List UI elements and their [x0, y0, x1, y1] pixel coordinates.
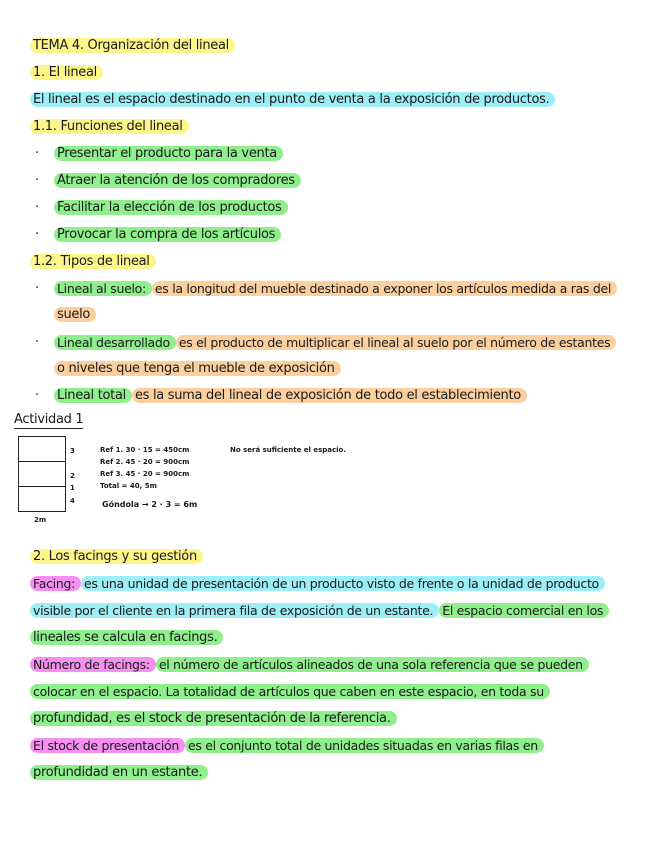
facing-def-cont: lineales se calcula en facings.: [30, 628, 223, 648]
tipo-lineal-desarrollado: Lineal desarrollado es el producto de multiplicar el lineal al suelo por el número de estantes: [54, 333, 616, 353]
bullet: ·: [35, 281, 40, 296]
facing-def: Facing: es una unidad de presentación de un producto visto de frente o la unidad de producto: [30, 574, 605, 594]
section-1-text: El lineal es el espacio destinado en el punto de venta a la exposición de productos.: [30, 90, 555, 110]
shelf-level: [18, 486, 66, 512]
bullet: ·: [35, 227, 40, 242]
shelf-level: [18, 436, 66, 462]
actividad-note: No será suficiente el espacio.: [230, 446, 347, 454]
page-title: TEMA 4. Organización del lineal: [30, 36, 235, 56]
tipo-lineal-suelo: Lineal al suelo: es la longitud del mueble destinado a exponer los artículos medida a ras del: [54, 279, 617, 299]
tipo-lineal-suelo-cont: suelo: [54, 305, 96, 325]
shelf-number: 2: [70, 472, 75, 480]
funcion-item: Provocar la compra de los artículos: [54, 225, 281, 245]
bullet: ·: [35, 146, 40, 161]
calc-gondola: Góndola → 2 · 3 = 6m: [102, 500, 198, 509]
calc-ref-1: Ref 1. 30 · 15 = 450cm: [100, 446, 190, 454]
width-label: 2m: [34, 516, 47, 524]
shelf-number: 4: [70, 497, 75, 505]
stock-def-cont: profundidad en un estante.: [30, 763, 208, 783]
calc-ref-2: Ref 2. 45 · 20 = 900cm: [100, 458, 190, 466]
calc-total: Total = 40, 5m: [100, 482, 157, 490]
calc-ref-3: Ref 3. 45 · 20 = 900cm: [100, 470, 190, 478]
numero-facings-def-cont: colocar en el espacio. La totalidad de artículos que caben en este espacio, en toda su: [30, 682, 550, 702]
funcion-item: Facilitar la elección de los productos: [54, 198, 288, 218]
actividad-heading: Actividad 1: [14, 412, 84, 427]
bullet: ·: [35, 388, 40, 403]
shelf-number: 1: [70, 484, 75, 492]
bullet: ·: [35, 200, 40, 215]
section-1-2-heading: 1.2. Tipos de lineal: [30, 252, 156, 272]
numero-facings-def-cont: profundidad, es el stock de presentación de la referencia.: [30, 709, 397, 729]
section-1-1-heading: 1.1. Funciones del lineal: [30, 117, 189, 137]
stock-def: El stock de presentación es el conjunto total de unidades situadas en varias filas en: [30, 736, 544, 756]
section-1-heading: 1. El lineal: [30, 63, 103, 83]
tipo-lineal-total: Lineal total es la suma del lineal de exposición de todo el establecimiento: [54, 386, 527, 406]
facing-def-cont: visible por el cliente en la primera fila de exposición de un estante. El espacio comercial en los: [30, 601, 609, 621]
funcion-item: Atraer la atención de los compradores: [54, 171, 301, 191]
numero-facings-def: Número de facings: el número de artículos alineados de una sola referencia que se pueden: [30, 655, 589, 675]
section-2-heading: 2. Los facings y su gestión: [30, 547, 203, 567]
shelf-number: 3: [70, 447, 75, 455]
bullet: ·: [35, 173, 40, 188]
bullet: ·: [35, 335, 40, 350]
tipo-lineal-desarrollado-cont: o niveles que tenga el mueble de exposición: [54, 359, 341, 379]
shelf-level: [18, 461, 66, 487]
funcion-item: Presentar el producto para la venta: [54, 144, 283, 164]
